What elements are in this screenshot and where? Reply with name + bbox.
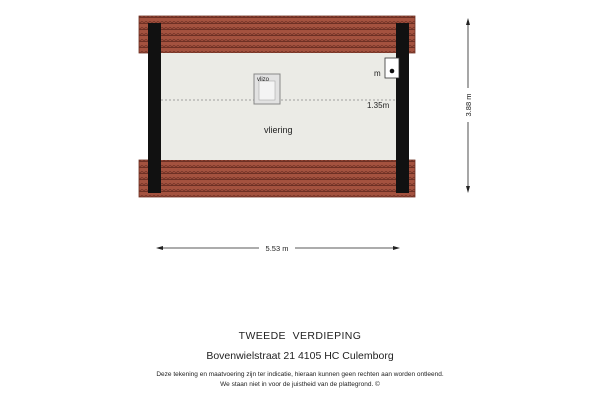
address: Bovenwielstraat 21 4105 HC Culemborg: [206, 350, 394, 362]
equipment-dot-icon: [390, 69, 395, 74]
disclaimer-line-1: Deze tekening en maatvoering zijn ter indicatie, hieraan kunnen geen rechten aan worden ontleend.: [156, 371, 444, 378]
width-arrow-right-icon: [393, 246, 400, 250]
roof-tiles-bottom: [139, 160, 415, 197]
depth-arrow-bottom-icon: [466, 186, 470, 193]
disclaimer-line-2: We staan niet in voor de juistheid van de plattegrond. ©: [220, 381, 380, 388]
roof-tiles-top: [139, 16, 415, 53]
attic-floor: [160, 53, 396, 160]
left-wall: [148, 23, 161, 193]
skylight-hatch-inner: [259, 81, 275, 100]
depth-dimension-label: 3.88 m: [464, 93, 473, 117]
depth-arrow-top-icon: [466, 18, 470, 25]
room-label: vliering: [264, 125, 293, 135]
equipment-label: m: [374, 69, 381, 78]
plan-footer: [0, 330, 600, 390]
floor-title: TWEEDE VERDIEPING: [238, 330, 362, 342]
width-dimension-label: 5.53 m: [265, 244, 289, 253]
right-wall: [396, 23, 409, 193]
skylight-label: vlizo: [257, 77, 270, 83]
equipment-unit[interactable]: [385, 58, 399, 78]
width-arrow-left-icon: [156, 246, 163, 250]
height-line-label: 1.35m: [367, 101, 390, 110]
